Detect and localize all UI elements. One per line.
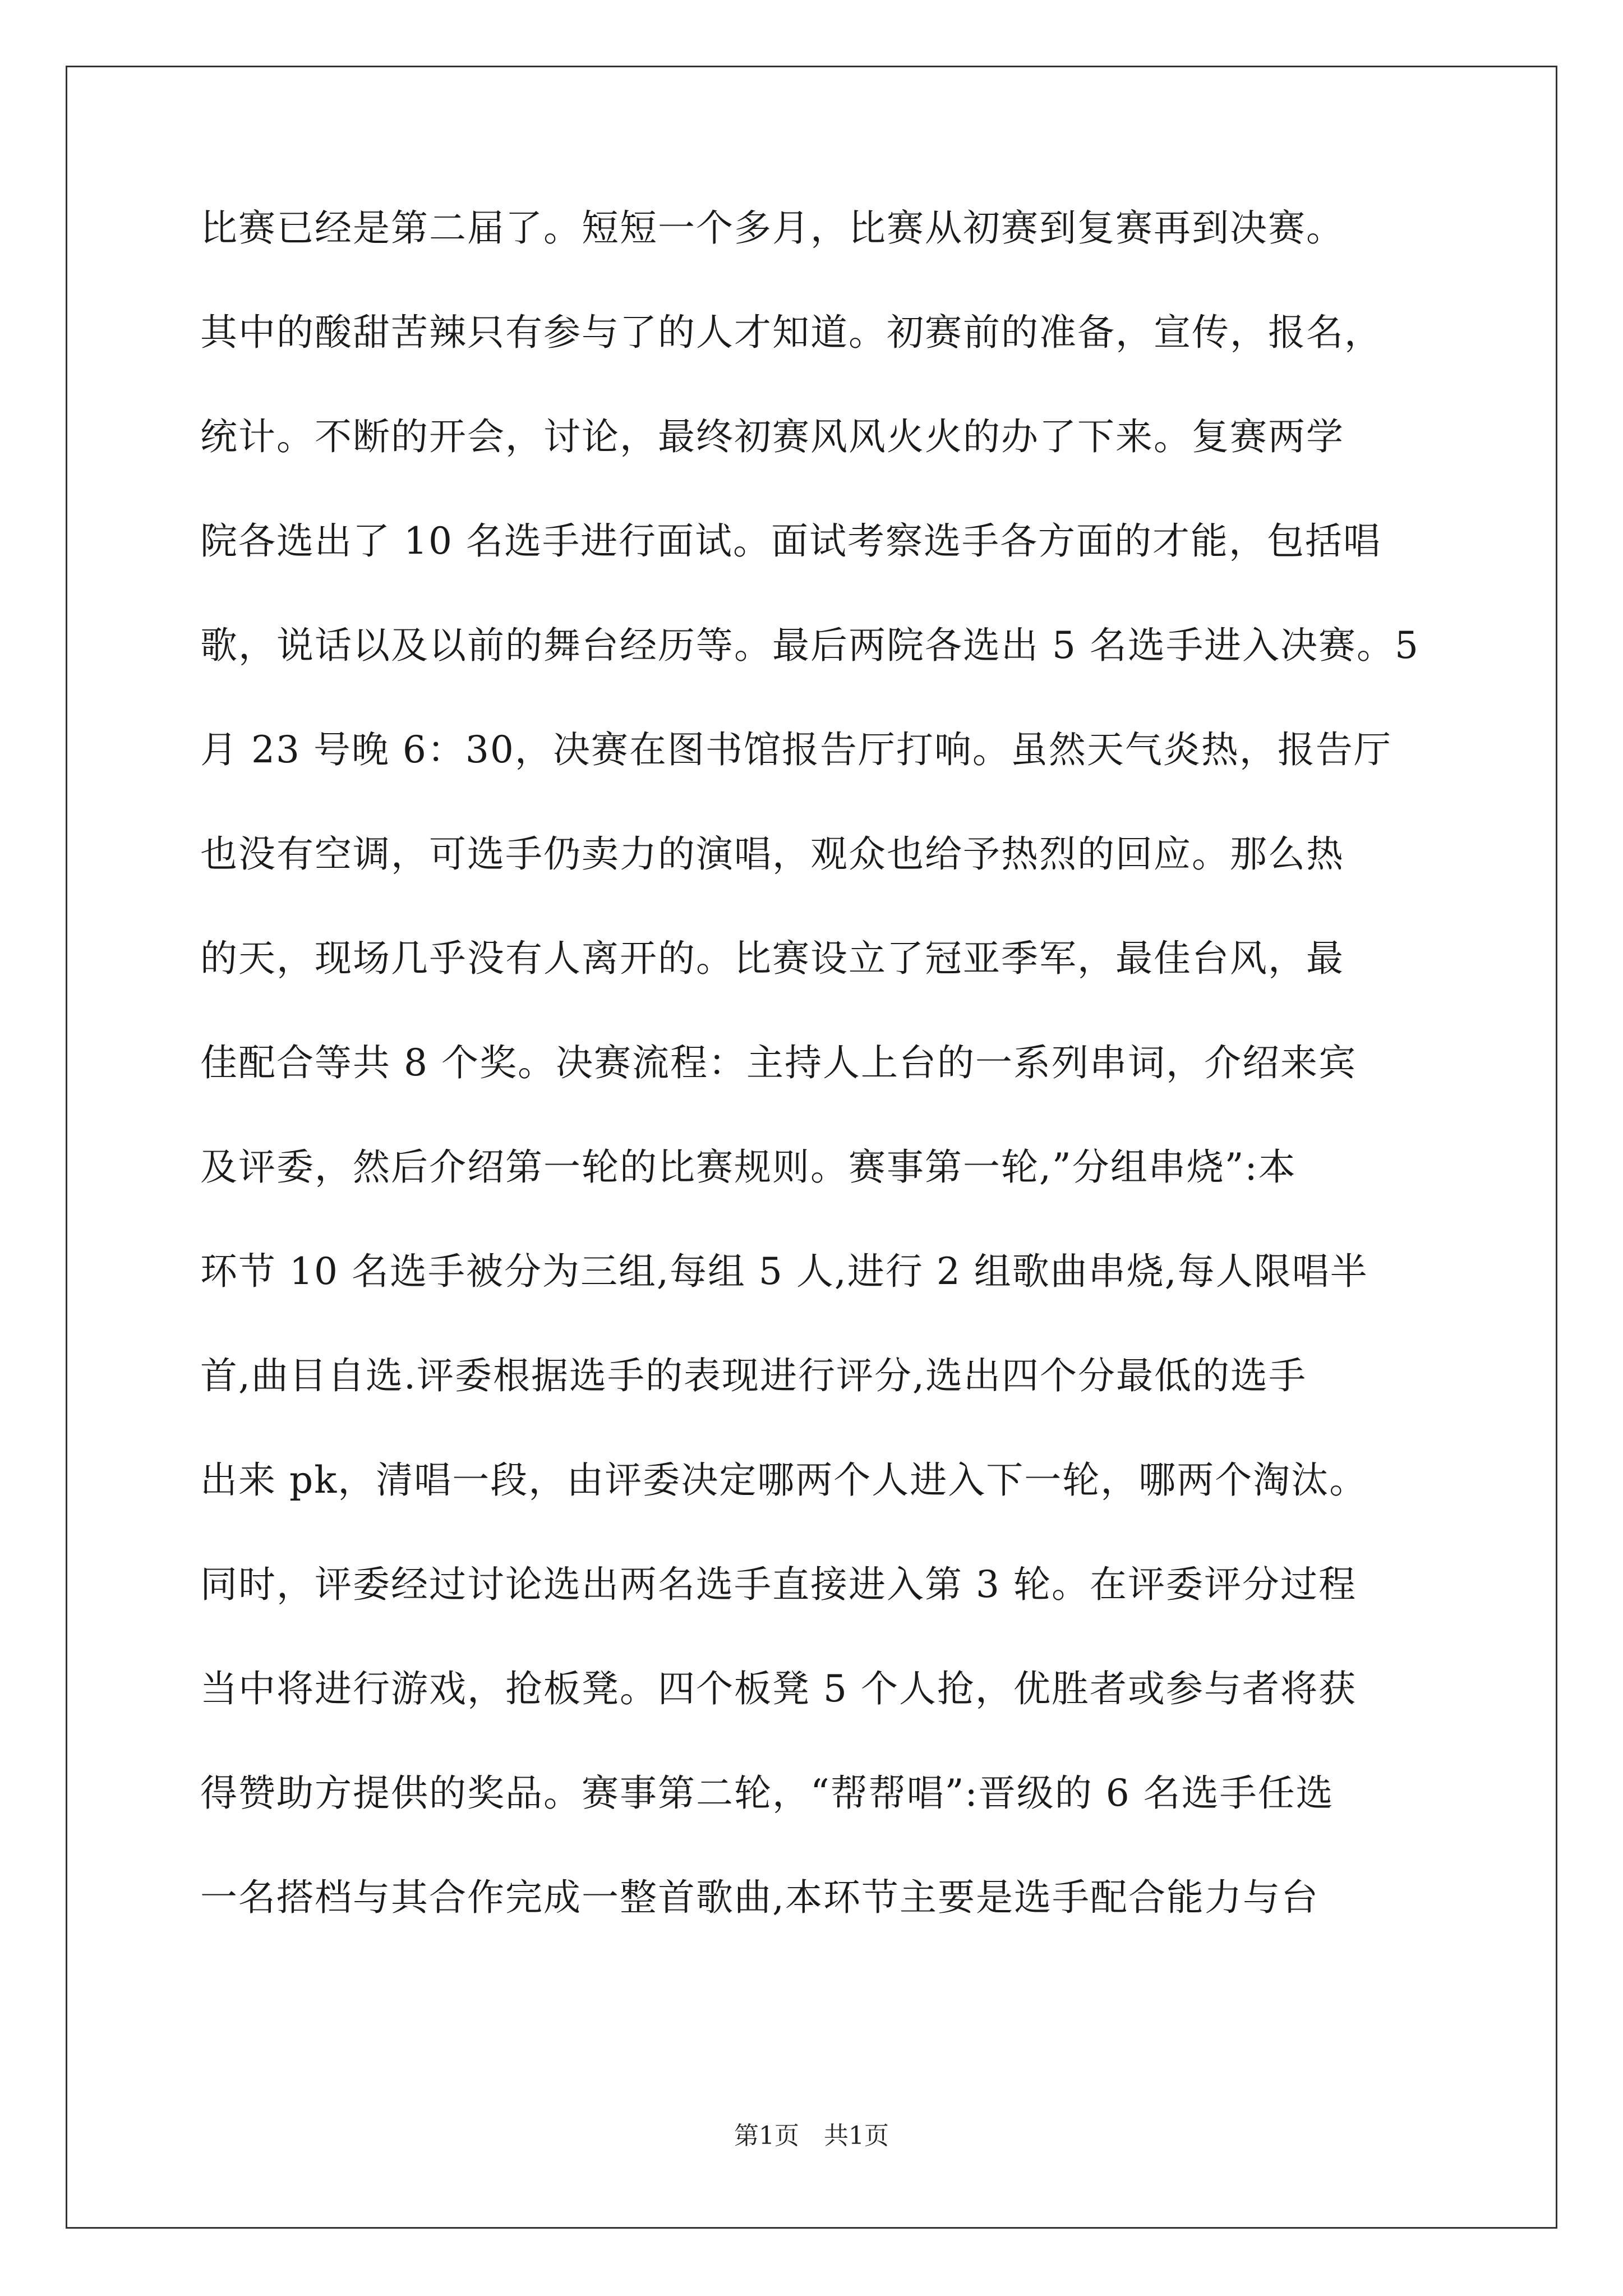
text-line-5: 歌，说话以及以前的舞台经历等。最后两院各选出 5 名选手进入决赛。5: [200, 624, 1419, 667]
text-line-3: 统计。不断的开会，讨论，最终初赛风风火火的办了下来。复赛两学: [200, 415, 1344, 458]
text-line-15: 当中将进行游戏，抢板凳。四个板凳 5 个人抢，优胜者或参与者将获: [200, 1667, 1357, 1710]
text-line-11: 环节 10 名选手被分为三组,每组 5 人,进行 2 组歌曲串烧,每人限唱半: [200, 1250, 1368, 1293]
text-line-13: 出来 pk，清唱一段，由评委决定哪两个人进入下一轮，哪两个淘汰。: [200, 1458, 1368, 1502]
text-line-14: 同时，评委经过讨论选出两名选手直接进入第 3 轮。在评委评分过程: [200, 1563, 1357, 1606]
text-line-17: 一名搭档与其合作完成一整首歌曲,本环节主要是选手配合能力与台: [200, 1876, 1319, 1919]
text-line-2: 其中的酸甜苦辣只有参与了的人才知道。初赛前的准备，宣传，报名，: [200, 311, 1382, 354]
text-line-6: 月 23 号晚 6：30，决赛在图书馆报告厅打响。虽然天气炎热，报告厅: [200, 728, 1392, 771]
text-line-7: 也没有空调，可选手仍卖力的演唱，观众也给予热烈的回应。那么热: [200, 832, 1344, 876]
text-line-16: 得赞助方提供的奖品。赛事第二轮，“帮帮唱”:晋级的 6 名选手任选: [200, 1772, 1334, 1815]
text-line-12: 首,曲目自选.评委根据选手的表现进行评分,选出四个分最低的选手: [200, 1354, 1307, 1397]
text-line-9: 佳配合等共 8 个奖。决赛流程：主持人上台的一系列串词，介绍来宾: [200, 1041, 1357, 1084]
document-body: [200, 203, 1445, 1977]
text-line-10: 及评委，然后介绍第一轮的比赛规则。赛事第一轮,”分组串烧”:本: [200, 1145, 1297, 1189]
text-line-8: 的天，现场几乎没有人离开的。比赛设立了冠亚季军，最佳台风，最: [200, 937, 1344, 980]
text-line-4: 院各选出了 10 名选手进行面试。面试考察选手各方面的才能，包括唱: [200, 519, 1381, 563]
text-line-1: 比赛已经是第二届了。短短一个多月，比赛从初赛到复赛再到决赛。: [200, 206, 1344, 250]
page-number-footer: 第1页 共1页: [734, 2122, 889, 2150]
